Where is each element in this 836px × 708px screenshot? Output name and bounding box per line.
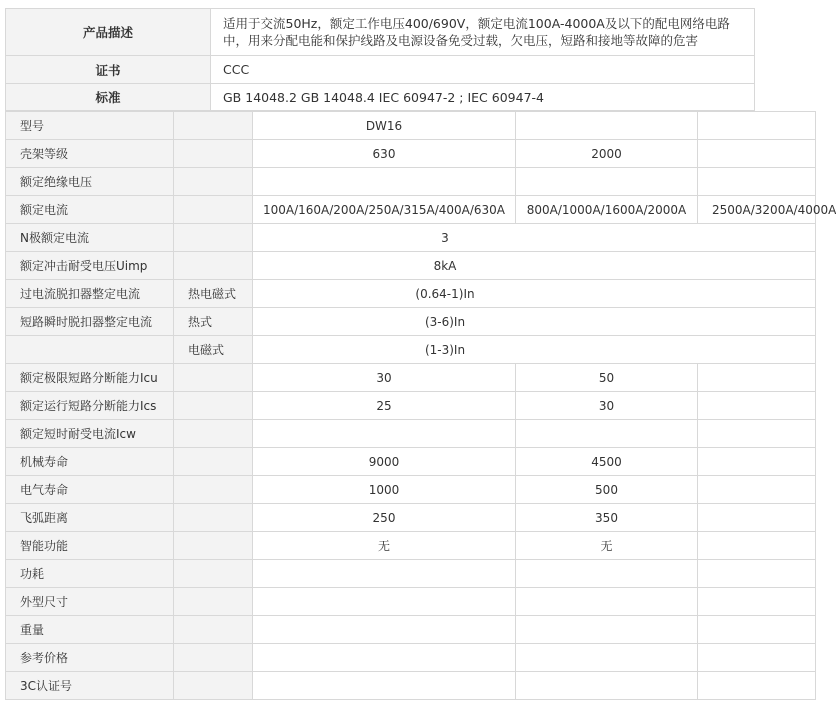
overcurrent-value <box>253 280 816 308</box>
cert3c-value-3 <box>698 672 816 700</box>
electromagnetic-label <box>6 336 174 364</box>
elec-life-value-1: 1000 <box>253 476 516 504</box>
n-pole-value <box>253 224 816 252</box>
frame-sub <box>174 140 253 168</box>
power-label: 功耗 <box>6 560 174 588</box>
icu-value-1: 30 <box>253 364 516 392</box>
table-row <box>6 448 816 476</box>
n-pole-value-text: 3 <box>441 230 449 245</box>
power-sub <box>174 560 253 588</box>
frame-value-3 <box>698 140 816 168</box>
current-value-3: 2500A/3200A/4000A <box>698 196 816 224</box>
table-row <box>6 364 816 392</box>
electromagnetic-sub: 电磁式 <box>174 336 253 364</box>
shortcircuit-value <box>253 308 816 336</box>
mech-life-sub <box>174 448 253 476</box>
insulation-value-1 <box>253 168 516 196</box>
frame-value-1: 630 <box>253 140 516 168</box>
n-pole-label: N极额定电流 <box>6 224 174 252</box>
table-row <box>6 336 816 364</box>
model-value-1: DW16 <box>253 112 516 140</box>
table-row <box>6 196 816 224</box>
arc-sub <box>174 504 253 532</box>
standard-label: 标准 <box>6 84 211 111</box>
power-value-3 <box>698 560 816 588</box>
elec-life-sub <box>174 476 253 504</box>
table-row <box>6 140 816 168</box>
mech-life-label: 机械寿命 <box>6 448 174 476</box>
table-row <box>6 588 816 616</box>
mech-life-value-1: 9000 <box>253 448 516 476</box>
uimp-value-text: 8kA <box>433 258 457 273</box>
icu-sub <box>174 364 253 392</box>
dimensions-value-3 <box>698 588 816 616</box>
table-row <box>6 392 816 420</box>
dimensions-sub <box>174 588 253 616</box>
icw-label: 额定短时耐受电流Icw <box>6 420 174 448</box>
elec-life-value-2: 500 <box>516 476 698 504</box>
cert3c-label: 3C认证号 <box>6 672 174 700</box>
description-label: 产品描述 <box>6 9 211 56</box>
electromagnetic-value-text: (1-3)In <box>424 342 466 357</box>
ics-sub <box>174 392 253 420</box>
current-sub <box>174 196 253 224</box>
table-row <box>6 252 816 280</box>
weight-value-2 <box>516 616 698 644</box>
price-value-2 <box>516 644 698 672</box>
icu-value-2: 50 <box>516 364 698 392</box>
insulation-label: 额定绝缘电压 <box>6 168 174 196</box>
price-value-3 <box>698 644 816 672</box>
shortcircuit-sub: 热式 <box>174 308 253 336</box>
frame-value-2: 2000 <box>516 140 698 168</box>
price-value-1 <box>253 644 516 672</box>
table-row <box>6 168 816 196</box>
weight-label: 重量 <box>6 616 174 644</box>
price-label: 参考价格 <box>6 644 174 672</box>
power-value-2 <box>516 560 698 588</box>
icw-value-2 <box>516 420 698 448</box>
spec-table <box>5 111 836 700</box>
insulation-value-3 <box>698 168 816 196</box>
table-row <box>6 112 816 140</box>
frame-label: 壳架等级 <box>6 140 174 168</box>
uimp-value <box>253 252 816 280</box>
arc-value-2: 350 <box>516 504 698 532</box>
description-value: 适用于交流50Hz，额定工作电压400/690V，额定电流100A-4000A及以下的配电网络电路中，用来分配电能和保护线路及电源设备免受过载，欠电压，短路和接地等故障的危害 <box>211 9 755 56</box>
dimensions-value-2 <box>516 588 698 616</box>
shortcircuit-label: 短路瞬时脱扣器整定电流 <box>6 308 174 336</box>
table-row <box>6 420 816 448</box>
model-sub <box>174 112 253 140</box>
table-row <box>6 616 816 644</box>
table-row <box>6 224 816 252</box>
insulation-sub <box>174 168 253 196</box>
table-row <box>6 280 816 308</box>
insulation-value-2 <box>516 168 698 196</box>
smart-sub <box>174 532 253 560</box>
uimp-sub <box>174 252 253 280</box>
icu-value-3 <box>698 364 816 392</box>
arc-label: 飞弧距离 <box>6 504 174 532</box>
current-label: 额定电流 <box>6 196 174 224</box>
smart-label: 智能功能 <box>6 532 174 560</box>
dimensions-label: 外型尺寸 <box>6 588 174 616</box>
power-value-1 <box>253 560 516 588</box>
table-row <box>6 560 816 588</box>
info-row-standard <box>6 84 755 111</box>
table-row <box>6 308 816 336</box>
certificate-value: CCC <box>211 56 755 84</box>
ics-value-3 <box>698 392 816 420</box>
electromagnetic-value <box>253 336 816 364</box>
weight-value-3 <box>698 616 816 644</box>
icw-value-3 <box>698 420 816 448</box>
standard-value: GB 14048.2 GB 14048.4 IEC 60947-2 ; IEC 60947-4 <box>211 84 755 111</box>
smart-value-1: 无 <box>253 532 516 560</box>
certificate-label: 证书 <box>6 56 211 84</box>
product-info-table <box>5 8 755 111</box>
overcurrent-sub: 热电磁式 <box>174 280 253 308</box>
shortcircuit-value-text: (3-6)In <box>424 314 466 329</box>
icw-value-1 <box>253 420 516 448</box>
uimp-label: 额定冲击耐受电压Uimp <box>6 252 174 280</box>
n-pole-sub <box>174 224 253 252</box>
icw-sub <box>174 420 253 448</box>
overcurrent-label: 过电流脱扣器整定电流 <box>6 280 174 308</box>
cert3c-value-2 <box>516 672 698 700</box>
mech-life-value-2: 4500 <box>516 448 698 476</box>
ics-label: 额定运行短路分断能力Ics <box>6 392 174 420</box>
table-row <box>6 672 816 700</box>
cert3c-sub <box>174 672 253 700</box>
table-row <box>6 532 816 560</box>
arc-value-1: 250 <box>253 504 516 532</box>
info-row-certificate <box>6 56 755 84</box>
model-label: 型号 <box>6 112 174 140</box>
ics-value-1: 25 <box>253 392 516 420</box>
cert3c-value-1 <box>253 672 516 700</box>
elec-life-value-3 <box>698 476 816 504</box>
table-row <box>6 644 816 672</box>
model-value-2 <box>516 112 698 140</box>
price-sub <box>174 644 253 672</box>
weight-value-1 <box>253 616 516 644</box>
icu-label: 额定极限短路分断能力Icu <box>6 364 174 392</box>
model-value-3 <box>698 112 816 140</box>
ics-value-2: 30 <box>516 392 698 420</box>
current-value-2: 800A/1000A/1600A/2000A <box>516 196 698 224</box>
weight-sub <box>174 616 253 644</box>
info-row-description <box>6 9 755 56</box>
table-row <box>6 504 816 532</box>
mech-life-value-3 <box>698 448 816 476</box>
elec-life-label: 电气寿命 <box>6 476 174 504</box>
dimensions-value-1 <box>253 588 516 616</box>
current-value-1: 100A/160A/200A/250A/315A/400A/630A <box>253 196 516 224</box>
smart-value-2: 无 <box>516 532 698 560</box>
table-row <box>6 476 816 504</box>
overcurrent-value-text: (0.64-1)In <box>415 286 475 301</box>
arc-value-3 <box>698 504 816 532</box>
smart-value-3 <box>698 532 816 560</box>
